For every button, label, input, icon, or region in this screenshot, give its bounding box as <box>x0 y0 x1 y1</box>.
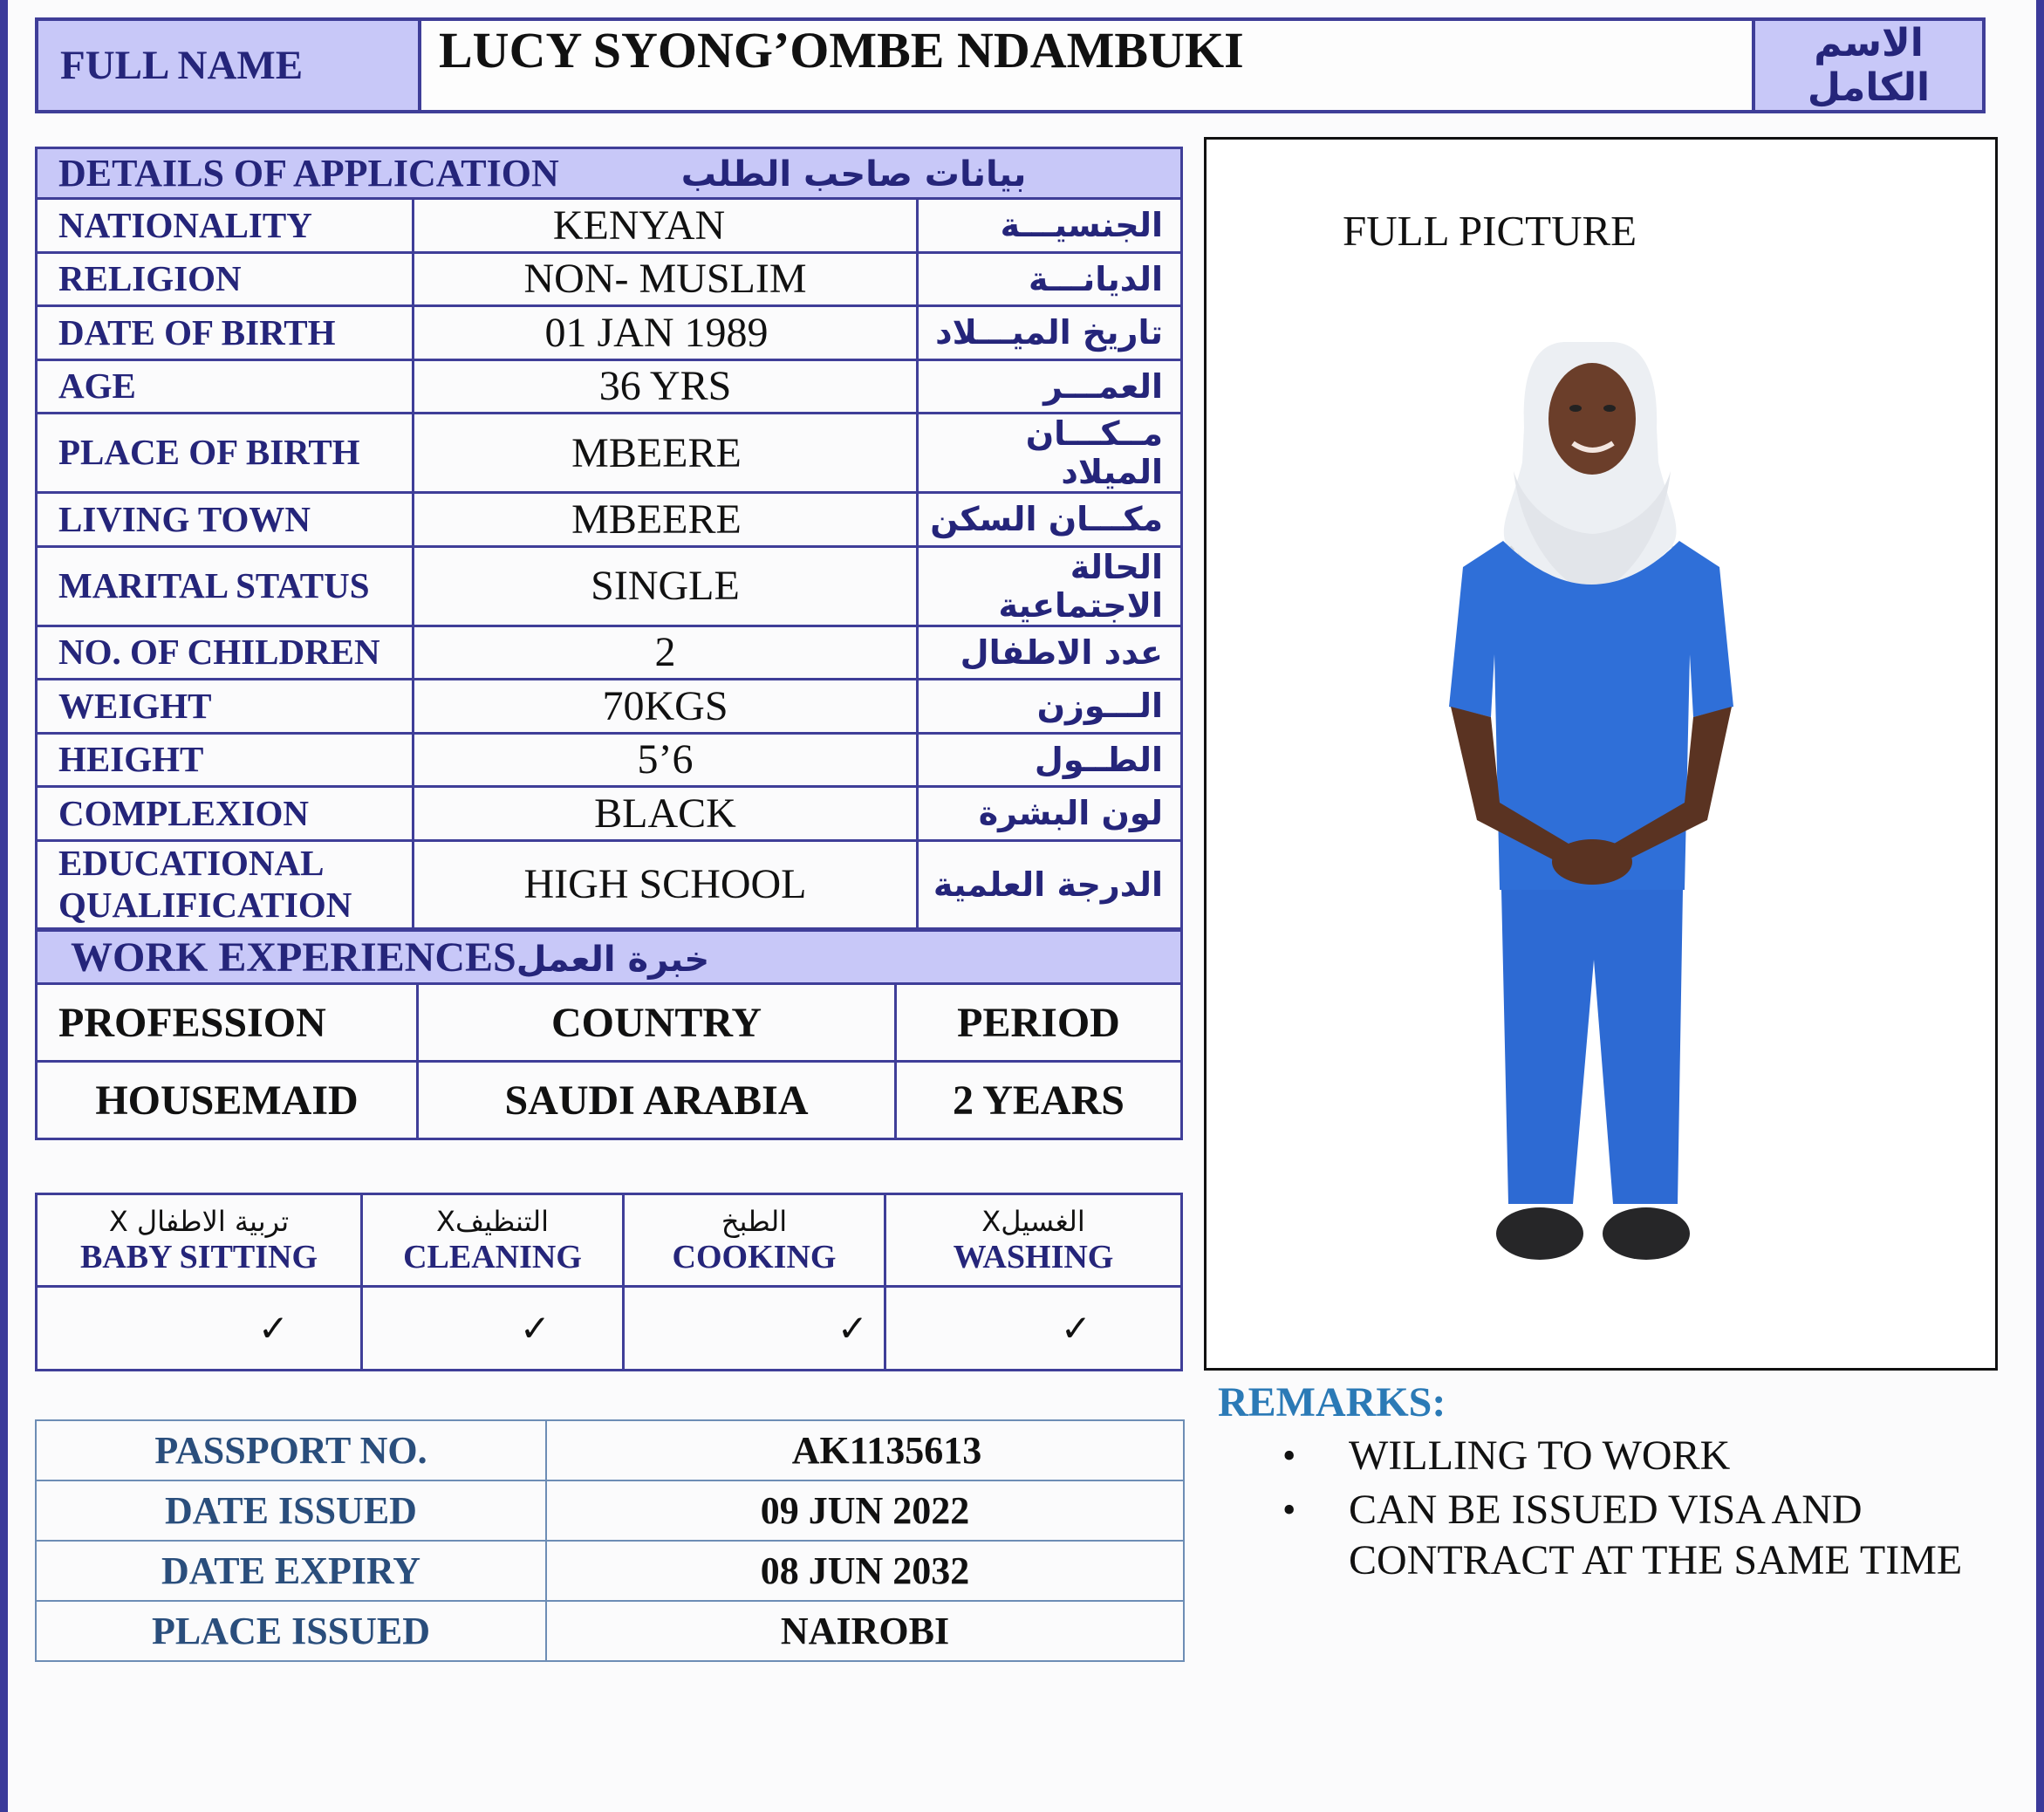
skill-label-ar: الطبخ <box>721 1204 788 1238</box>
work-profession: HOUSEMAID <box>37 1062 418 1139</box>
details-label-ar: مكـــان السكن <box>918 493 1182 547</box>
skill-label: COOKING <box>672 1239 837 1276</box>
details-label-ar: عدد الاطفال <box>918 626 1182 680</box>
passport-table <box>35 1419 1185 1662</box>
work-row <box>37 1062 1182 1139</box>
work-period: 2 YEARS <box>896 1062 1182 1139</box>
details-label-ar: الحالة الاجتماعية <box>918 546 1182 626</box>
passport-value: 09 JUN 2022 <box>546 1480 1184 1541</box>
remarks-item-text: CAN BE ISSUED VISA AND CONTRACT AT THE SAME TIME <box>1349 1487 1963 1583</box>
work-country: SAUDI ARABIA <box>418 1062 896 1139</box>
skill-cooking <box>624 1194 885 1287</box>
right-frame-border <box>2036 0 2044 1812</box>
passport-label: DATE ISSUED <box>36 1480 546 1541</box>
details-row <box>37 306 1182 360</box>
details-row <box>37 493 1182 547</box>
details-row <box>37 626 1182 680</box>
passport-label: DATE EXPIRY <box>36 1541 546 1601</box>
details-value: MBEERE <box>414 493 918 547</box>
check-icon: ✓ <box>885 1287 1182 1371</box>
details-label-ar: الدرجة العلمية <box>918 840 1182 928</box>
details-label: PLACE OF BIRTH <box>37 414 414 493</box>
details-label-line: EDUCATIONAL <box>58 843 325 884</box>
remarks-item <box>1282 1485 2033 1586</box>
details-label-ar: مــكـــان الميلاد <box>918 414 1182 493</box>
details-title-ar: بيانات صاحب الطلب <box>680 154 1027 195</box>
details-value: NON- MUSLIM <box>414 252 918 306</box>
details-row <box>37 787 1182 841</box>
skill-label-ar: تربية الاطفال X <box>108 1204 290 1238</box>
passport-value: NAIROBI <box>546 1601 1184 1661</box>
details-row <box>37 733 1182 787</box>
left-frame-border <box>0 0 8 1812</box>
skill-baby-sitting <box>37 1194 362 1287</box>
details-label-ar: العمـــر <box>918 359 1182 414</box>
shoe-left <box>1496 1207 1583 1260</box>
details-label: AGE <box>37 359 414 414</box>
remarks-item <box>1282 1431 2033 1481</box>
details-row <box>37 840 1182 928</box>
details-label: HEIGHT <box>37 733 414 787</box>
details-label-ar: تاريخ الميـــلاد <box>918 306 1182 360</box>
details-label: DATE OF BIRTH <box>37 306 414 360</box>
details-row <box>37 680 1182 734</box>
details-label: COMPLEXION <box>37 787 414 841</box>
details-value: 2 <box>414 626 918 680</box>
details-value: 01 JAN 1989 <box>414 306 918 360</box>
full-name-value: LUCY SYONG’OMBE NDAMBUKI <box>420 19 1753 112</box>
passport-row <box>36 1480 1184 1541</box>
details-value: 36 YRS <box>414 359 918 414</box>
check-icon: ✓ <box>37 1287 362 1371</box>
work-title-ar: خبرة العمل <box>516 939 710 980</box>
skill-label-ar: التنظيفX <box>436 1204 549 1238</box>
details-label: NO. OF CHILDREN <box>37 626 414 680</box>
details-value: 70KGS <box>414 680 918 734</box>
remarks-list <box>1282 1431 2033 1590</box>
bullet-icon: • <box>1282 1488 1296 1531</box>
details-row <box>37 414 1182 493</box>
details-label: WEIGHT <box>37 680 414 734</box>
skill-washing <box>885 1194 1182 1287</box>
work-experience-table <box>35 929 1183 1140</box>
skills-header-row <box>37 1194 1182 1287</box>
details-label-ar: الديانـــة <box>918 252 1182 306</box>
details-label-ar: الـــوزن <box>918 680 1182 734</box>
details-label-line: QUALIFICATION <box>58 884 352 925</box>
check-icon: ✓ <box>362 1287 624 1371</box>
skill-label-ar: الغسيلX <box>981 1204 1085 1238</box>
details-label: MARITAL STATUS <box>37 546 414 626</box>
work-header-country: COUNTRY <box>418 984 896 1062</box>
details-label-ar: الجنسيـــة <box>918 199 1182 253</box>
details-label: RELIGION <box>37 252 414 306</box>
details-label: LIVING TOWN <box>37 493 414 547</box>
full-name-label-ar: الاسم الكامل <box>1753 19 1984 112</box>
passport-row <box>36 1601 1184 1661</box>
details-value: SINGLE <box>414 546 918 626</box>
passport-label: PASSPORT NO. <box>36 1420 546 1480</box>
work-header-period: PERIOD <box>896 984 1182 1062</box>
remarks-title: REMARKS: <box>1218 1379 1446 1426</box>
passport-label: PLACE ISSUED <box>36 1601 546 1661</box>
work-header-row <box>37 931 1182 984</box>
full-picture-title: FULL PICTURE <box>1343 207 1637 255</box>
details-value: 5’6 <box>414 733 918 787</box>
details-row <box>37 199 1182 253</box>
details-header-row <box>37 148 1182 199</box>
details-table <box>35 147 1183 930</box>
details-row <box>37 252 1182 306</box>
work-column-headers <box>37 984 1182 1062</box>
skill-label: BABY SITTING <box>79 1239 318 1276</box>
details-label <box>37 840 414 928</box>
skills-table <box>35 1193 1183 1371</box>
details-value: BLACK <box>414 787 918 841</box>
skill-label: CLEANING <box>403 1239 582 1276</box>
uniform-trousers <box>1501 890 1683 1204</box>
person-photo <box>1442 332 1739 1274</box>
face <box>1548 363 1636 475</box>
details-row <box>37 546 1182 626</box>
bullet-icon: • <box>1282 1434 1296 1477</box>
details-value: KENYAN <box>414 199 918 253</box>
uniform-shirt <box>1449 541 1733 890</box>
details-label: NATIONALITY <box>37 199 414 253</box>
passport-value: AK1135613 <box>546 1420 1184 1480</box>
skill-cleaning <box>362 1194 624 1287</box>
remarks-item-text: WILLING TO WORK <box>1349 1433 1731 1479</box>
full-picture-box <box>1204 137 1998 1371</box>
full-name-table <box>35 17 1986 113</box>
work-title: WORK EXPERIENCES <box>71 933 516 981</box>
details-title: DETAILS OF APPLICATION <box>58 152 559 195</box>
hands <box>1552 839 1632 885</box>
shoe-right <box>1603 1207 1690 1260</box>
work-header-profession: PROFESSION <box>37 984 418 1062</box>
passport-row <box>36 1541 1184 1601</box>
details-value: MBEERE <box>414 414 918 493</box>
details-row <box>37 359 1182 414</box>
check-icon: ✓ <box>624 1287 885 1371</box>
full-name-label: FULL NAME <box>37 19 420 112</box>
passport-row <box>36 1420 1184 1480</box>
skills-check-row <box>37 1287 1182 1371</box>
passport-value: 08 JUN 2032 <box>546 1541 1184 1601</box>
details-label-ar: لون البشرة <box>918 787 1182 841</box>
skill-label: WASHING <box>953 1239 1114 1276</box>
details-label-ar: الطــول <box>918 733 1182 787</box>
details-value: HIGH SCHOOL <box>414 840 918 928</box>
